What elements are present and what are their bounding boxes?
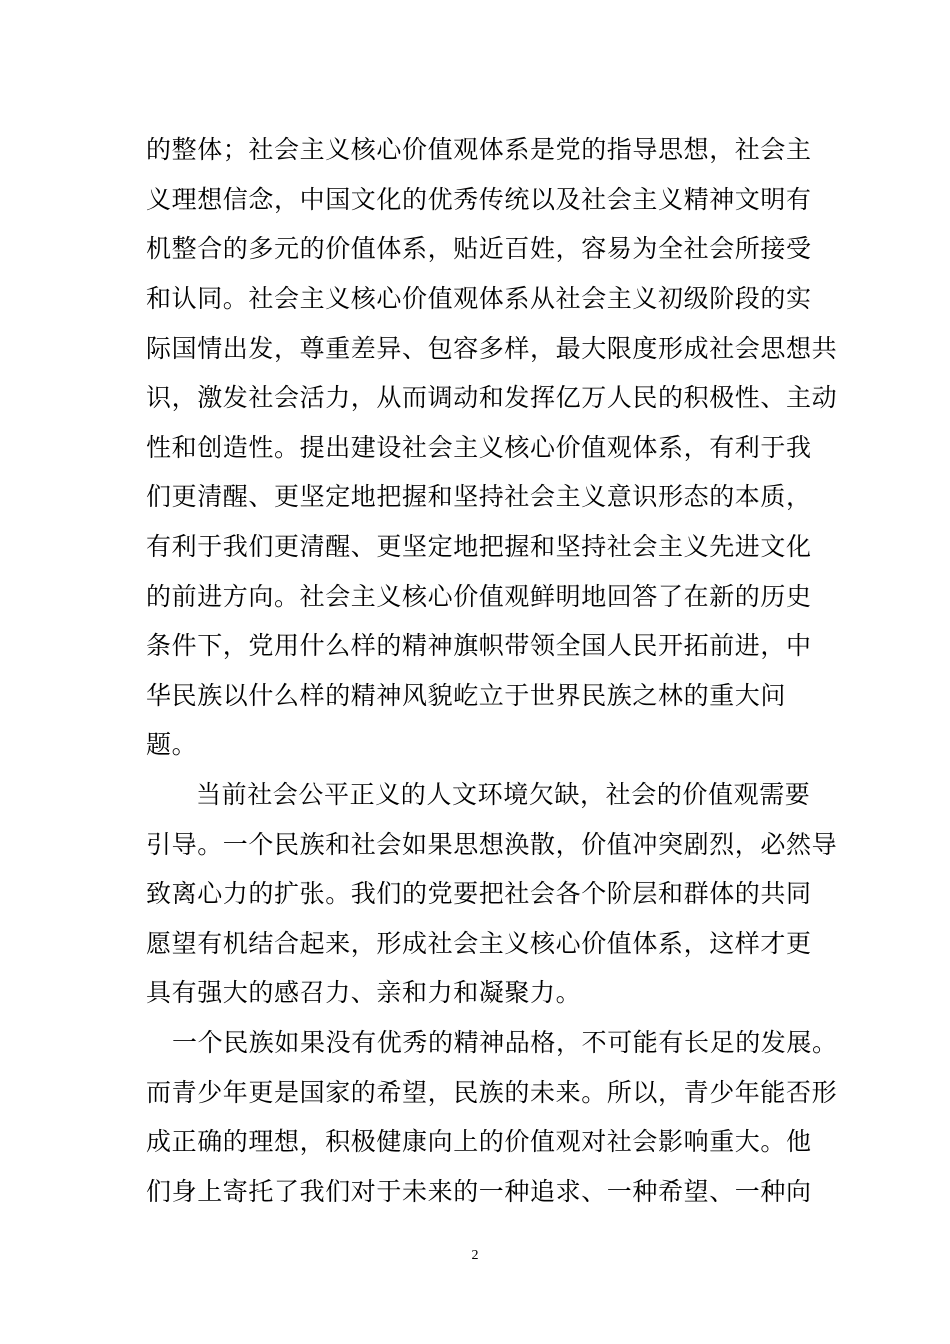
paragraph-first-line: 一个民族如果没有优秀的精神品格，不可能有长足的发展。 bbox=[172, 1028, 838, 1057]
text-line: 的前进方向。社会主义核心价值观鲜明地回答了在新的历史 bbox=[146, 582, 812, 611]
text-line: 成正确的理想，积极健康向上的价值观对社会影响重大。他 bbox=[146, 1127, 812, 1156]
page-number: 2 bbox=[471, 1248, 479, 1263]
text-line: 义理想信念，中国文化的优秀传统以及社会主义精神文明有 bbox=[146, 185, 812, 214]
text-line: 的整体；社会主义核心价值观体系是党的指导思想，社会主 bbox=[146, 135, 812, 164]
text-line: 条件下，党用什么样的精神旗帜带领全国人民开拓前进，中 bbox=[146, 631, 812, 660]
text-line: 和认同。社会主义核心价值观体系从社会主义初级阶段的实 bbox=[146, 284, 812, 313]
text-line: 们更清醒、更坚定地把握和坚持社会主义意识形态的本质， bbox=[146, 482, 812, 511]
text-line: 愿望有机结合起来，形成社会主义核心价值体系，这样才更 bbox=[146, 929, 812, 958]
text-line: 有利于我们更清醒、更坚定地把握和坚持社会主义先进文化 bbox=[146, 532, 812, 561]
text-line: 识，激发社会活力，从而调动和发挥亿万人民的积极性、主动 bbox=[146, 383, 838, 412]
text-line: 们身上寄托了我们对于未来的一种追求、一种希望、一种向 bbox=[146, 1177, 812, 1206]
text-line: 机整合的多元的价值体系，贴近百姓，容易为全社会所接受 bbox=[146, 234, 812, 263]
text-line: 而青少年更是国家的希望，民族的未来。所以，青少年能否形 bbox=[146, 1078, 838, 1107]
text-line: 性和创造性。提出建设社会主义核心价值观体系，有利于我 bbox=[146, 433, 812, 462]
text-line: 具有强大的感召力、亲和力和凝聚力。 bbox=[146, 978, 582, 1007]
text-line: 题。 bbox=[146, 730, 198, 759]
text-line: 引导。一个民族和社会如果思想涣散，价值冲突剧烈，必然导 bbox=[146, 830, 838, 859]
text-line: 华民族以什么样的精神风貌屹立于世界民族之林的重大问 bbox=[146, 681, 787, 710]
paragraph-first-line: 当前社会公平正义的人文环境欠缺，社会的价值观需要 bbox=[196, 780, 811, 809]
text-line: 致离心力的扩张。我们的党要把社会各个阶层和群体的共同 bbox=[146, 879, 812, 908]
text-line: 际国情出发，尊重差异、包容多样，最大限度形成社会思想共 bbox=[146, 334, 838, 363]
